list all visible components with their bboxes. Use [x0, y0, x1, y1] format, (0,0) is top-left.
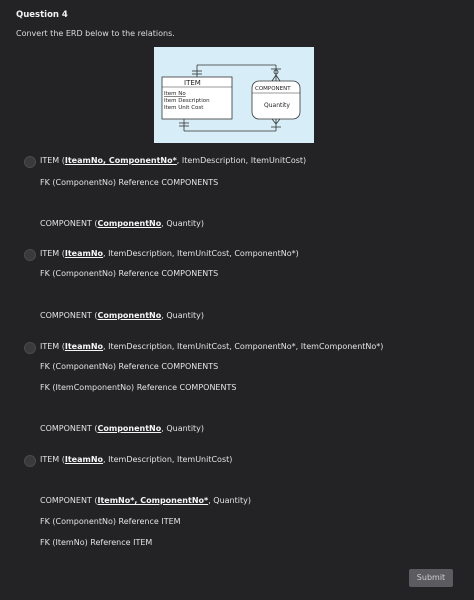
option-4-line2	[40, 496, 251, 505]
erd-svg	[154, 47, 314, 143]
option-3-line1-rest: , ItemDescription, ItemUnitCost, ComponentNo*, ItemComponentNo*)	[103, 342, 384, 351]
question-title: Question 4	[16, 10, 68, 20]
option-4-radio[interactable]	[24, 455, 36, 467]
item-entity-attr1: Item Description	[164, 98, 210, 104]
option-1-line1	[40, 156, 306, 165]
option-2-line1-key: IteamNo	[64, 249, 104, 258]
option-1-line3-prefix: COMPONENT (	[40, 219, 98, 228]
option-3-line4-rest: , Quantity)	[161, 424, 205, 433]
option-2-line3-prefix: COMPONENT (	[40, 311, 98, 320]
option-4-line1	[40, 455, 232, 464]
option-4-line1-prefix: ITEM (	[40, 455, 65, 464]
option-2-line3-key: ComponentNo	[97, 311, 162, 320]
option-1-line3-rest: , Quantity)	[161, 219, 205, 228]
question-prompt: Convert the ERD below to the relations.	[16, 29, 175, 38]
option-1-line2: FK (ComponentNo) Reference COMPONENTS	[40, 178, 219, 187]
option-1-line1-rest: , ItemDescription, ItemUnitCost)	[176, 156, 307, 165]
option-2-line1-prefix: ITEM (	[40, 249, 65, 258]
option-2-line2: FK (ComponentNo) Reference COMPONENTS	[40, 269, 219, 278]
option-4-line1-rest: , ItemDescription, ItemUnitCost)	[103, 455, 233, 464]
option-3-line1	[40, 342, 383, 351]
option-3-line1-prefix: ITEM (	[40, 342, 65, 351]
option-2-line1	[40, 249, 299, 258]
option-3-line3: FK (ItemComponentNo) Reference COMPONENTS	[40, 383, 237, 392]
option-1-line1-key: IteamNo, ComponentNo*	[64, 156, 177, 165]
item-entity-pk: Item No	[164, 91, 186, 97]
submit-button[interactable]: Submit	[409, 569, 453, 587]
option-3-line2: FK (ComponentNo) Reference COMPONENTS	[40, 362, 219, 371]
option-4-line3: FK (ComponentNo) Reference ITEM	[40, 517, 181, 526]
option-4-line2-rest: , Quantity)	[208, 496, 251, 505]
component-entity-title: COMPONENT	[255, 86, 291, 92]
option-3-line4-prefix: COMPONENT (	[40, 424, 98, 433]
option-2-radio[interactable]	[24, 249, 36, 261]
option-1-line1-prefix: ITEM (	[40, 156, 65, 165]
option-2-line3	[40, 311, 204, 320]
option-3-radio[interactable]	[24, 342, 36, 354]
erd-diagram	[154, 47, 314, 143]
item-entity-title: ITEM	[184, 79, 201, 87]
option-1-radio[interactable]	[24, 156, 36, 168]
option-1-line3-key: ComponentNo	[97, 219, 162, 228]
option-4-line1-key: IteamNo	[64, 455, 104, 464]
relationship-bottom	[179, 119, 281, 131]
option-3-line4-key: ComponentNo	[97, 424, 162, 433]
option-3-line1-key: IteamNo	[64, 342, 104, 351]
option-3-line4	[40, 424, 204, 433]
item-entity-attr2: Item Unit Cost	[164, 105, 204, 111]
option-4-line2-key: ItemNo*, ComponentNo*	[97, 496, 209, 505]
option-4-line4: FK (ItemNo) Reference ITEM	[40, 538, 153, 547]
option-4-line2-prefix: COMPONENT (	[40, 496, 98, 505]
option-2-line3-rest: , Quantity)	[161, 311, 205, 320]
option-1-line3	[40, 219, 204, 228]
option-2-line1-rest: , ItemDescription, ItemUnitCost, ComponentNo*)	[103, 249, 299, 258]
component-entity-attr: Quantity	[264, 102, 290, 109]
